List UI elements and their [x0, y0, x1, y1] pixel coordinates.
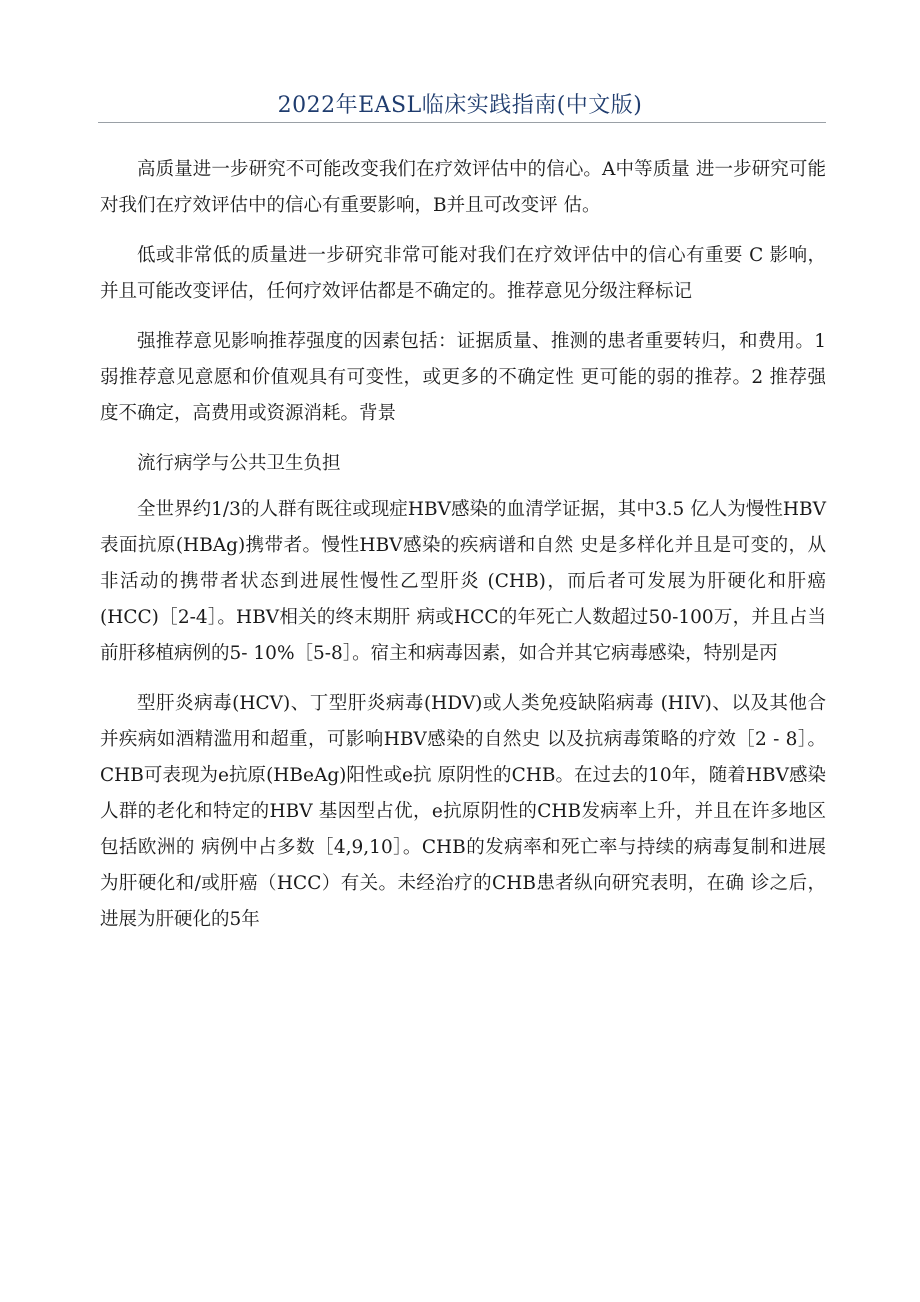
- section-heading-epidemiology: 流行病学与公共卫生负担: [137, 453, 341, 474]
- paragraph-quality-high-moderate: 高质量进一步研究不可能改变我们在疗效评估中的信心。A中等质量 进一步研究可能对我们在疗效评估中的信心有重要影响，B并且可改变评 估。: [100, 159, 826, 216]
- paragraph-quality-low: 低或非常低的质量进一步研究非常可能对我们在疗效评估中的信心有重要 C 影响，并且可能改变评估，任何疗效评估都是不确定的。推荐意见分级注释标记: [100, 245, 826, 302]
- document-body: [100, 152, 826, 952]
- header-divider: [98, 122, 826, 123]
- paragraph-recommendation-strength: 强推荐意见影响推荐强度的因素包括：证据质量、推测的患者重要转归，和费用。1 弱推荐意见意愿和价值观具有可变性，或更多的不确定性 更可能的弱的推荐。2 推荐强度不确定，高费用或资源消耗。背景: [100, 331, 826, 424]
- paragraph-epidemiology-global: 全世界约1/3的人群有既往或现症HBV感染的血清学证据，其中3.5 亿人为慢性HBV表面抗原(HBAg)携带者。慢性HBV感染的疾病谱和自然 史是多样化并且是可变的，从非活动的携带者状态到进展性慢性乙型肝炎 (CHB)，而后者可发展为肝硬化和肝癌(HCC)［2-4］。HBV相关的终末期肝 病或HCC的年死亡人数超过50-100万，并且占当前肝移植病例的5- 10%［5-8］。宿主和病毒因素，如合并其它病毒感染，特别是丙: [100, 499, 826, 664]
- paragraph-epidemiology-cofactors: 型肝炎病毒(HCV)、丁型肝炎病毒(HDV)或人类免疫缺陷病毒 (HIV)、以及其他合并疾病如酒精滥用和超重，可影响HBV感染的自然史 以及抗病毒策略的疗效［2 - 8］。CHB可表现为e抗原(HBeAg)阳性或e抗 原阴性的CHB。在过去的10年，随着HBV感染人群的老化和特定的HBV 基因型占优，e抗原阴性的CHB发病率上升，并且在许多地区包括欧洲的 病例中占多数［4,9,10］。CHB的发病率和死亡率与持续的病毒复制和进展 为肝硬化和/或肝癌（HCC）有关。未经治疗的CHB患者纵向研究表明，在确 诊之后，进展为肝硬化的5年: [100, 693, 826, 930]
- page-header-title: 2022年EASL临床实践指南(中文版): [277, 93, 643, 118]
